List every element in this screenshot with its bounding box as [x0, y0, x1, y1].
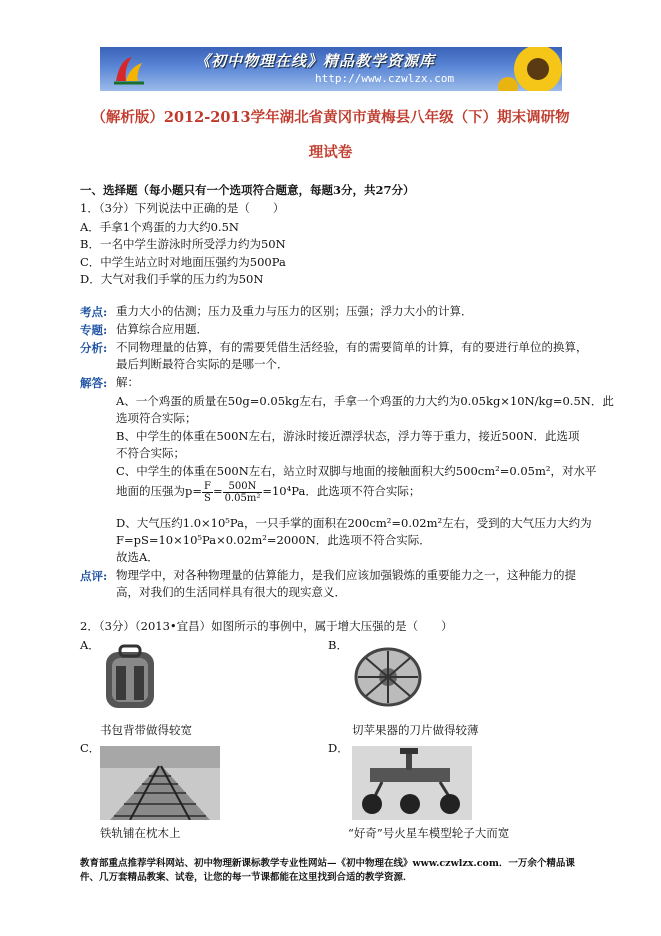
fenxi-line-1: 不同物理量的估算，有的需要凭借生活经验，有的需要简单的计算，有的要进行单位的换算， — [116, 340, 588, 354]
q2-stem: 2．（3分）（2013•宜昌）如图所示的事例中，属于增大压强的是（ ） — [80, 619, 453, 633]
fraction-f-s — [202, 481, 213, 504]
jieda-b-line-1: B、中学生的体重在500N左右，游泳时接近漂浮状态，浮力等于重力，接近500N．此选项 — [116, 429, 580, 443]
q2-caption-d: “好奇”号火星车模型轮子大而宽 — [348, 826, 510, 840]
q2-option-a-label: A． — [80, 638, 100, 652]
c-formula-prefix: 地面的压强为p= — [116, 484, 202, 498]
site-logo-icon — [112, 53, 146, 85]
header-banner — [100, 47, 562, 91]
fraction-denominator: 0.05m² — [224, 492, 261, 504]
page-title-line-1: （解析版）2012-2013学年湖北省黄冈市黄梅县八年级（下）期末调研物 — [91, 109, 570, 126]
jieda-label: 解答: — [80, 376, 108, 390]
footer-line-2: 件、几万套精品教案、试卷，让您的每一节课都能在这里找到合适的教学资源． — [80, 872, 413, 883]
banner-url: http://www.czwlzx.com — [315, 72, 455, 85]
q1-stem: 1．（3分）下列说法中正确的是（ ） — [80, 201, 285, 215]
fraction-values — [223, 481, 263, 504]
c-formula-equals: = — [212, 484, 223, 498]
zhuanti-label: 专题: — [80, 323, 108, 337]
dianping-line-1: 物理学中，对各种物理量的估算能力，是我们应该加强锻炼的重要能力之一，这种能力的提 — [116, 568, 576, 582]
dianping-label: 点评: — [80, 569, 108, 583]
jieda-c-formula — [116, 480, 420, 504]
c-formula-suffix: =10⁴Pa．此选项不符合实际； — [262, 484, 421, 498]
fenxi-line-2: 最后判断最符合实际的是哪一个． — [116, 357, 289, 371]
railway-track-image — [100, 746, 220, 820]
jieda-b-line-2: 不符合实际； — [116, 446, 185, 460]
kaodian-label: 考点: — [80, 305, 108, 319]
zhuanti-text: 估算综合应用题． — [116, 322, 208, 336]
q2-caption-c: 铁轨铺在枕木上 — [100, 826, 181, 840]
jieda-a-line-1: A、一个鸡蛋的质量在50g=0.05kg左右，手拿一个鸡蛋的力大约为0.05kg×10N/kg=0.5N．此 — [116, 394, 614, 408]
q2-caption-a: 书包背带做得较宽 — [100, 723, 192, 737]
jieda-head: 解： — [116, 375, 139, 389]
jieda-c-line-1: C、中学生的体重在500N左右，站立时双脚与地面的接触面积大约500cm²=0.05m²，对水平 — [116, 464, 597, 478]
apple-slicer-image — [352, 646, 424, 708]
mars-rover-image — [352, 746, 472, 820]
sunflower-icon — [498, 47, 562, 91]
kaodian-text: 重力大小的估测；压力及重力与压力的区别；压强；浮力大小的计算． — [116, 304, 473, 318]
q1-option-b: B．一名中学生游泳时所受浮力约为50N — [80, 237, 286, 251]
jieda-d-line-2: F=pS=10×10⁵Pa×0.02m²=2000N．此选项不符合实际． — [116, 533, 431, 547]
fraction-s: S — [204, 492, 211, 504]
q2-option-c-label: C． — [80, 741, 101, 755]
section-heading: 一、选择题（每小题只有一个选项符合题意，每题3分，共27分） — [80, 183, 415, 197]
answer-text: 故选A． — [116, 550, 159, 564]
page-title-line-2: 理试卷 — [308, 144, 353, 161]
banner-title: 《初中物理在线》精品教学资源库 — [195, 52, 436, 70]
backpack-image — [100, 644, 160, 710]
q2-caption-b: 切苹果器的刀片做得较薄 — [352, 723, 479, 737]
q1-option-a: A．手拿1个鸡蛋的力大约0.5N — [80, 220, 239, 234]
q1-option-c: C．中学生站立时对地面压强约为500Pa — [80, 255, 286, 269]
fraction-f: F — [204, 480, 211, 492]
fraction-numerator: 500N — [223, 481, 263, 493]
q1-option-d: D．大气对我们手掌的压力约为50N — [80, 272, 264, 286]
q2-option-b-label: B． — [328, 638, 348, 652]
dianping-line-2: 高，对我们的生活同样具有很大的现实意义． — [116, 585, 346, 599]
jieda-d-line-1: D、大气压约1.0×10⁵Pa，一只手掌的面积在200cm²=0.02m²左右，受到的大气压力大约为 — [116, 516, 592, 530]
jieda-a-line-2: 选项符合实际； — [116, 411, 197, 425]
footer-line-1: 教育部重点推荐学科网站、初中物理新课标教学专业性网站—《初中物理在线》www.czwlzx.com．一万余个精品课 — [80, 858, 575, 869]
q2-option-d-label: D． — [328, 741, 349, 755]
fenxi-label: 分析: — [80, 341, 108, 355]
